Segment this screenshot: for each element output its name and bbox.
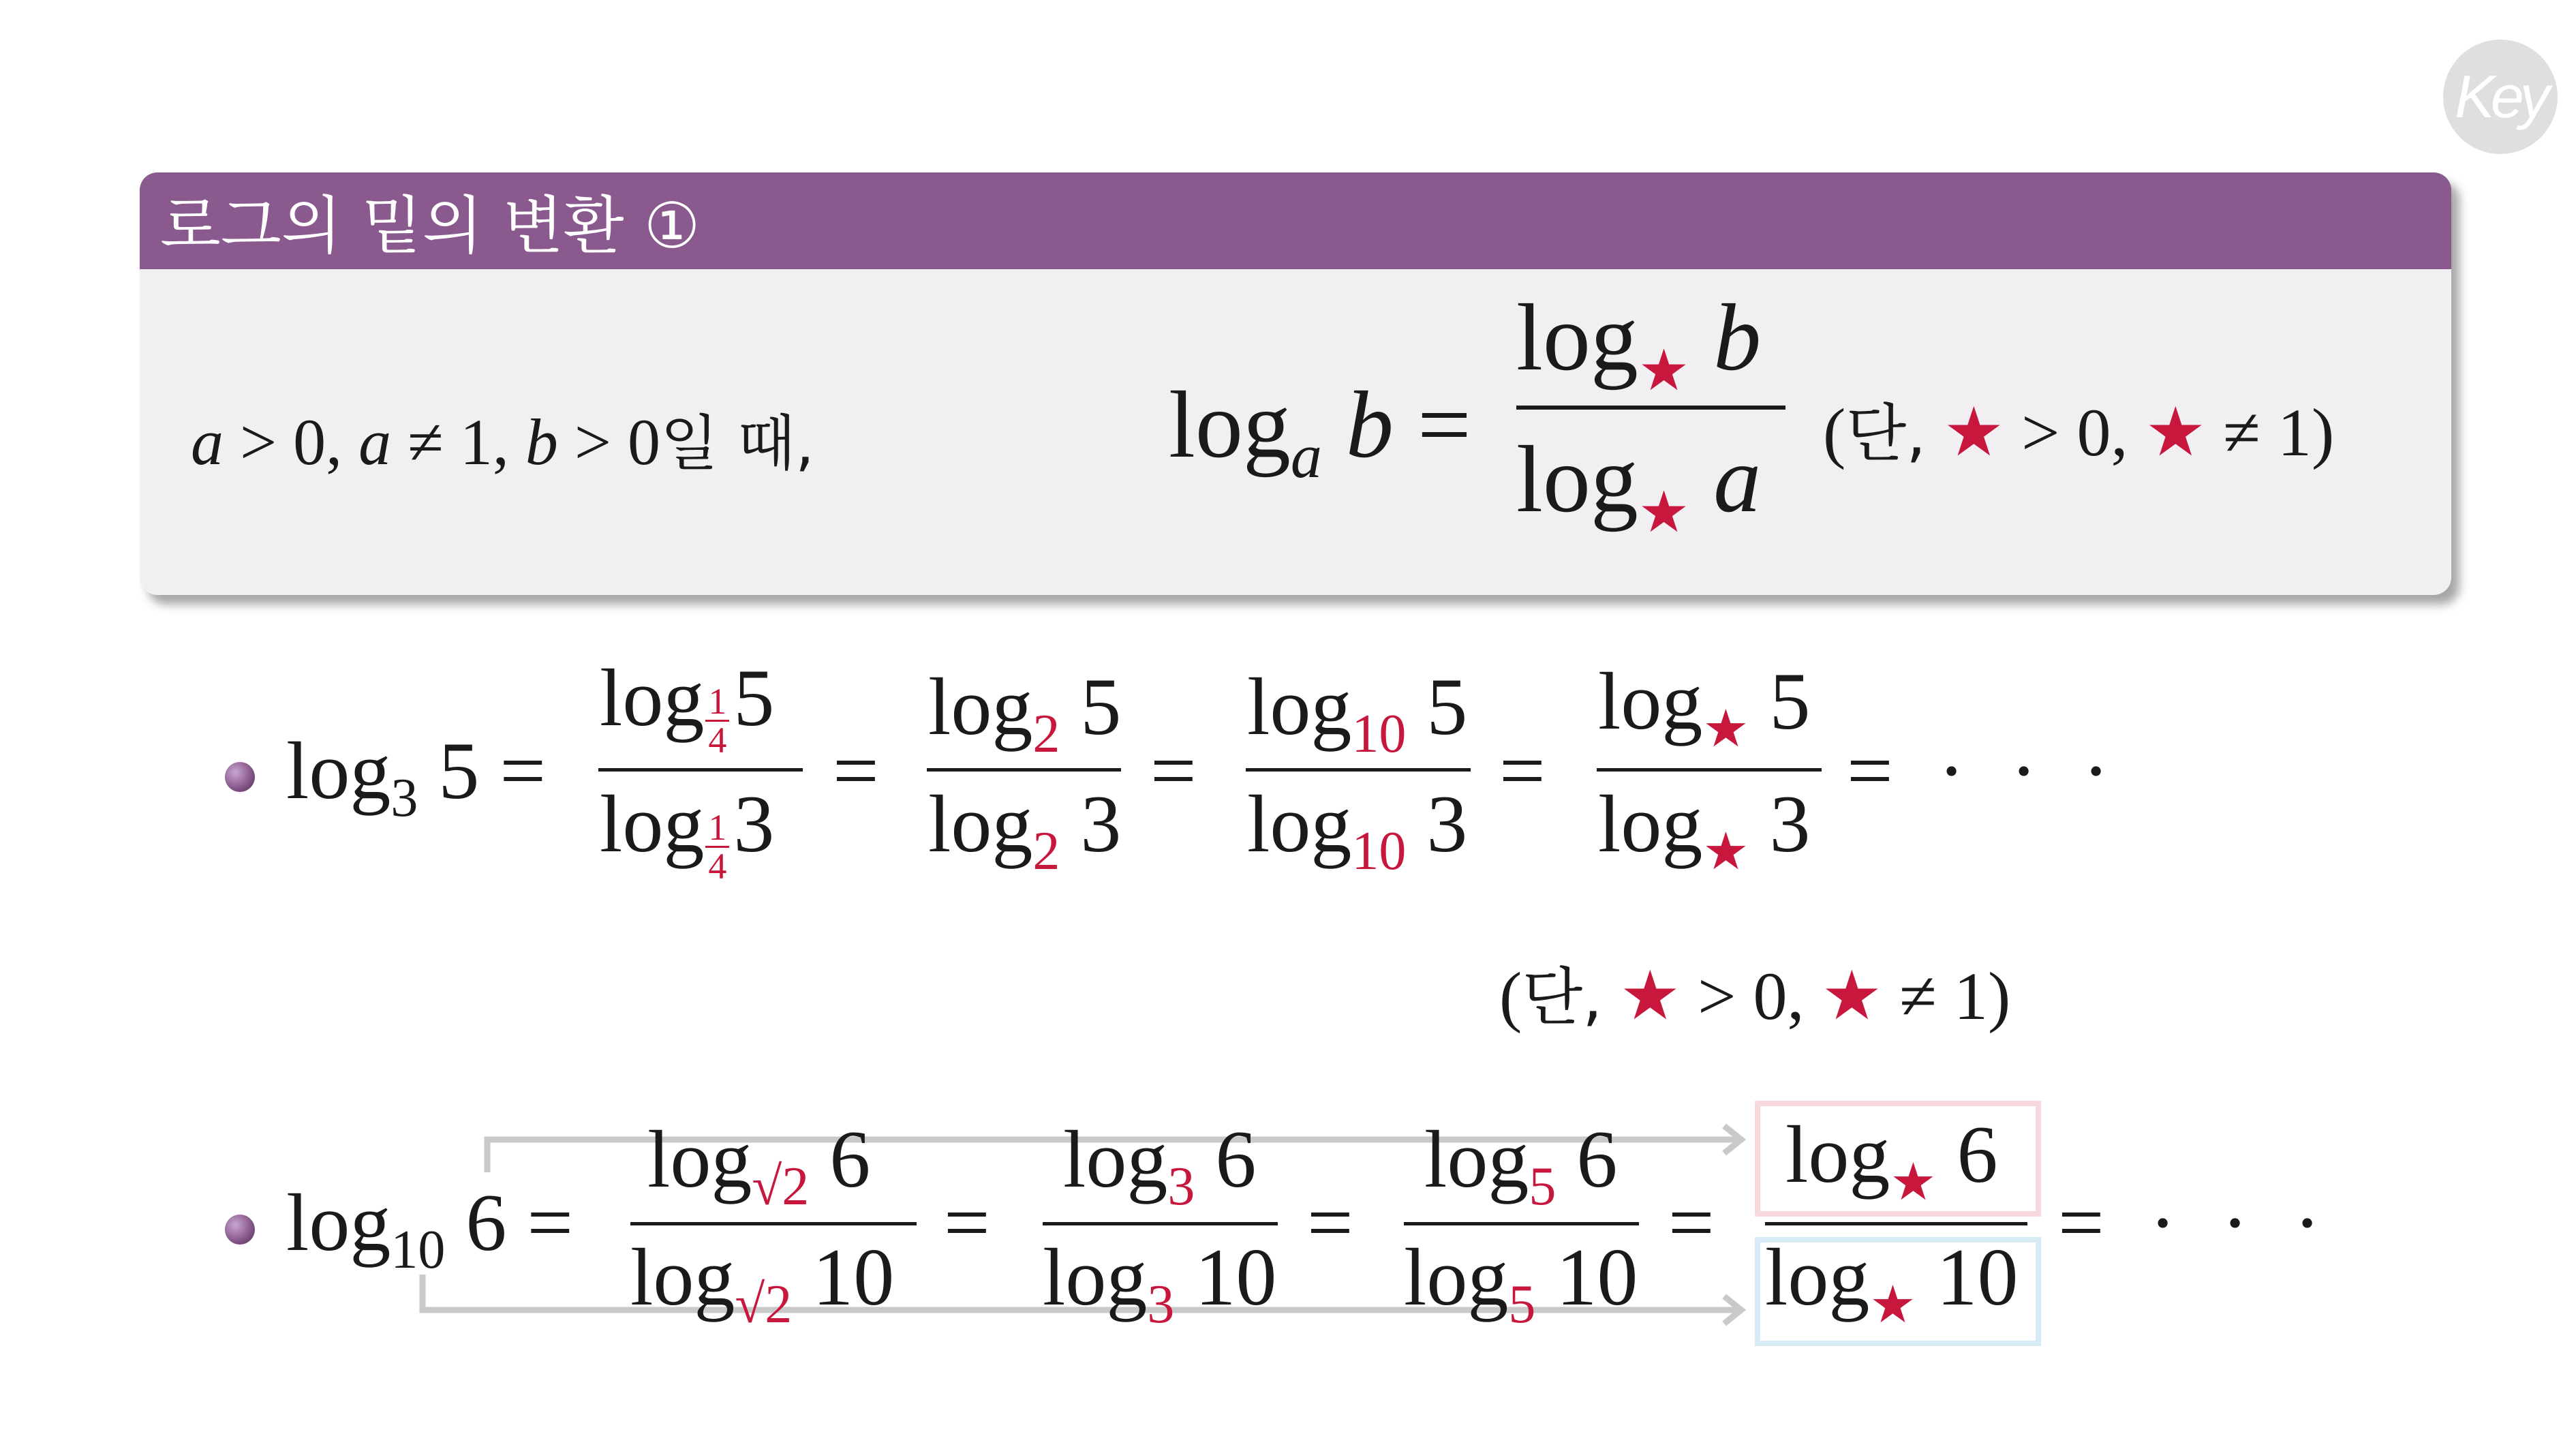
line2-eq-2: = [1307, 1177, 1353, 1268]
line1-lhs-base: 3 [390, 768, 418, 828]
frac3-base: 10 [1351, 704, 1407, 764]
line2-lhs-arg: 6 = [445, 1177, 574, 1268]
line2-lhs [286, 1176, 573, 1281]
line2-frac1-bar [630, 1222, 917, 1225]
cond-ne1: ≠ 1, [391, 406, 525, 478]
num-arg: b [1713, 285, 1762, 391]
line1-eq-1: = [833, 725, 879, 816]
line2-eq-3: = [1668, 1177, 1715, 1268]
frac4-star-icon-2: ★ [1702, 823, 1749, 881]
cond-gt0-b: > 0 [557, 406, 660, 478]
var-a: a [191, 406, 224, 478]
note-ne1: ≠ 1) [2206, 395, 2335, 470]
frac2-num-arg: 5 [1080, 661, 1122, 752]
den-arg: a [1713, 427, 1762, 532]
var-b: b [525, 406, 558, 478]
lhs-arg: b [1345, 372, 1394, 478]
frac2-base: 2 [1032, 704, 1060, 764]
sqrt2-base-2: √2 [735, 1275, 793, 1334]
den-star-icon: ★ [1638, 481, 1690, 545]
line2-frac3-num-arg: 6 [1576, 1114, 1618, 1204]
line2-ellipsis: = · · · [2058, 1177, 2333, 1268]
line2-frac4-den-arg: 10 [1936, 1232, 2019, 1322]
line2-eq-1: = [944, 1177, 990, 1268]
line2-frac1-den-arg: 10 [812, 1232, 895, 1322]
line2-frac1-den: $\log_{√2} 10$ [630, 1232, 895, 1334]
lhs-base: a [1290, 421, 1322, 491]
line2-lhs-log: log [286, 1177, 391, 1268]
line1-frac2-num: $\log_2 5$ [928, 661, 1122, 764]
quarter-num: 1 [705, 683, 729, 722]
line1-note-open: ( [1499, 958, 1522, 1034]
key-logo: Key [2443, 40, 2558, 154]
line2-frac1-num-arg: 6 [829, 1114, 871, 1204]
bullet-2-icon [225, 1215, 255, 1245]
line2-frac2-bar [1043, 1222, 1278, 1225]
line1-frac1-den: log $\frac{1}{4}$ 3 [600, 778, 775, 887]
line2-star-icon: ★ [1890, 1154, 1937, 1211]
frac4-star-icon: ★ [1702, 701, 1749, 758]
line1-eq-2: = [1150, 725, 1197, 816]
num-log: log [1516, 285, 1638, 391]
note-star-icon-1: ★ [1943, 395, 2005, 470]
line2-frac4-den: $\log_★ 10$ [1765, 1232, 2019, 1334]
note-gt0: > 0, [2004, 395, 2128, 470]
line2-frac3-den: $\log_5 10$ [1404, 1232, 1638, 1334]
frac3-base-2: 10 [1351, 821, 1407, 881]
line1-note-star-icon-2: ★ [1821, 958, 1883, 1034]
note-star-icon-2: ★ [2145, 395, 2207, 470]
line2-frac2-num-arg: 6 [1215, 1114, 1257, 1204]
line1-note-star-icon-1: ★ [1619, 958, 1681, 1034]
line2-lhs-base: 10 [390, 1220, 446, 1280]
num-star-icon: ★ [1638, 339, 1690, 403]
quarter-den: 4 [708, 720, 727, 761]
sqrt2-base: √2 [752, 1157, 810, 1217]
line1-lhs-arg: 5 = [418, 725, 547, 816]
line2-frac3-num: $\log_5 6$ [1424, 1114, 1618, 1217]
frac2-den-arg: 3 [1080, 778, 1122, 869]
frac1-den-arg: 3 [733, 778, 775, 869]
note-dan: 단, [1845, 397, 1927, 470]
frac1-num-arg: 5 [733, 652, 775, 743]
line2-frac4-bar [1765, 1222, 2027, 1225]
note-open: ( [1823, 395, 1846, 470]
lhs-eq: = [1417, 372, 1471, 478]
lhs-log: log [1169, 372, 1291, 478]
line1-frac4-num: $\log_★ 5$ [1598, 656, 1811, 758]
line1-eq-3: = [1499, 725, 1546, 816]
line2-frac3-bar [1404, 1222, 1639, 1225]
line2-star-icon-2: ★ [1869, 1277, 1916, 1334]
base3-2: 3 [1147, 1275, 1175, 1334]
cond-gt0: > 0, [224, 406, 359, 478]
line2-frac3-den-arg: 10 [1556, 1232, 1638, 1322]
frac4-den-arg: 3 [1769, 778, 1811, 869]
var-a-2: a [358, 406, 392, 478]
frac4-num-arg: 5 [1769, 656, 1811, 746]
base5: 5 [1529, 1157, 1557, 1217]
line2-frac2-den: $\log_3 10$ [1043, 1232, 1277, 1334]
line1-frac4-den: $\log_★ 3$ [1598, 778, 1811, 881]
quarter-den-2: 4 [708, 846, 727, 887]
line2-frac4-num-arg: 6 [1957, 1109, 1998, 1200]
line1-frac2-den: $\log_2 3$ [928, 778, 1122, 881]
quarter-num-2: 1 [705, 809, 729, 848]
line1-note-ne1: ≠ 1) [1882, 958, 2011, 1034]
cond-korean: 일 때, [660, 408, 814, 478]
base3: 3 [1167, 1157, 1195, 1217]
line1-frac1-num: log $\frac{1}{4}$ 5 [600, 652, 775, 761]
line1-note-dan: 단, [1522, 961, 1603, 1034]
frac2-base-2: 2 [1032, 821, 1060, 881]
theorem-title: 로그의 밑의 변환 ① [140, 172, 2451, 269]
frac3-num-arg: 5 [1426, 661, 1468, 752]
line2-frac1-num: $\log_{√2} 6$ [647, 1114, 871, 1217]
line2-frac2-num: $\log_3 6$ [1063, 1114, 1257, 1217]
line1-ellipsis: = · · · [1847, 725, 2122, 816]
den-log: log [1516, 427, 1638, 532]
base5-2: 5 [1508, 1275, 1536, 1334]
line2-frac2-den-arg: 10 [1195, 1232, 1277, 1322]
line1-frac3-num: $\log_{10} 5$ [1247, 661, 1468, 764]
line1-note-gt0: > 0, [1681, 958, 1805, 1034]
frac3-den-arg: 3 [1426, 778, 1468, 869]
line2-frac4-num: $\log_★ 6$ [1785, 1109, 1998, 1211]
line1-lhs-log: log [286, 725, 391, 816]
line1-frac3-den: $\log_{10} 3$ [1247, 778, 1468, 881]
